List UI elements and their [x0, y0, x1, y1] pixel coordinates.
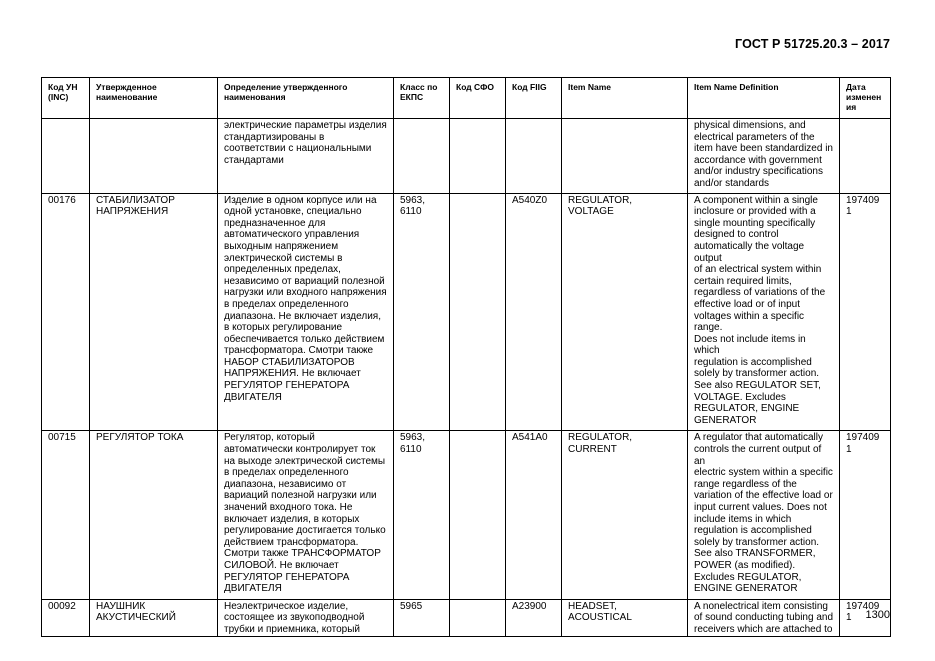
cell-item-definition: A nonelectrical item consisting of sound conducting tubing and receivers which are attached to	[688, 599, 840, 636]
header-ekps-class: Класс по ЕКПС	[394, 78, 450, 119]
table-row-continuation	[42, 119, 891, 194]
cell-fiig: A541A0	[506, 431, 562, 599]
page-number: 1300	[865, 609, 890, 621]
cell-date: 1974091	[840, 431, 891, 599]
header-change-date: Дата изменения	[840, 78, 891, 119]
cell-item-name: REGULATOR, VOLTAGE	[562, 193, 688, 431]
table-header-row	[42, 78, 891, 119]
cell-fiig	[506, 119, 562, 194]
table-row	[42, 431, 891, 599]
header-inc: Код УН (INC)	[42, 78, 90, 119]
cell-fiig: A23900	[506, 599, 562, 636]
cell-definition: электрические параметры изделия стандартизированы в соответствии с национальными стандартами	[218, 119, 394, 194]
table-row	[42, 599, 891, 636]
header-fiig-code: Код FIIG	[506, 78, 562, 119]
document-standard-header: ГОСТ Р 51725.20.3 – 2017	[735, 37, 890, 51]
cell-item-definition: physical dimensions, and electrical parameters of the item have been standardized in accordance with government and/or industry specifications and/or standards	[688, 119, 840, 194]
cell-inc: 00092	[42, 599, 90, 636]
cell-definition: Изделие в одном корпусе или на одной установке, специально предназначенное для автоматического управления выходным напряжением электрической системы в определенных пределах, независимо от вариаций полезной нагрузки или входного напряжения в пределах определенного диапазона. Не включает изделия, в которых регулирование обеспечивается только действием трансформатора. Смотри также НАБОР СТАБИЛИЗАТОРОВ НАПРЯЖЕНИЯ. Не включает РЕГУЛЯТОР ГЕНЕРАТОРА ДВИГАТЕЛЯ	[218, 193, 394, 431]
header-approved-name: Утвержденное наименование	[90, 78, 218, 119]
cell-item-name: REGULATOR, CURRENT	[562, 431, 688, 599]
cell-item-name: HEADSET, ACOUSTICAL	[562, 599, 688, 636]
cell-date: 1974091	[840, 599, 891, 636]
cell-inc	[42, 119, 90, 194]
cell-name: НАУШНИК АКУСТИЧЕСКИЙ	[90, 599, 218, 636]
cell-definition: Регулятор, который автоматически контролирует ток на выходе электрической системы в пределах определенного диапазона, независимо от вариаций полезной нагрузки или значений входного тока. Не включает изделия, в которых регулирование достигается только действием трансформатора. Смотри также ТРАНСФОРМАТОР СИЛОВОЙ. Не включает РЕГУЛЯТОР ГЕНЕРАТОРА ДВИГАТЕЛЯ	[218, 431, 394, 599]
cell-ekps: 5963, 6110	[394, 431, 450, 599]
item-name-registry-table	[41, 77, 891, 637]
cell-item-name	[562, 119, 688, 194]
cell-inc: 00176	[42, 193, 90, 431]
header-approved-definition: Определение утвержденного наименования	[218, 78, 394, 119]
cell-date: 1974091	[840, 193, 891, 431]
cell-definition: Неэлектрическое изделие, состоящее из звукоподводной трубки и приемника, который	[218, 599, 394, 636]
table-row	[42, 193, 891, 431]
cell-sfo	[450, 193, 506, 431]
cell-name: РЕГУЛЯТОР ТОКА	[90, 431, 218, 599]
cell-date	[840, 119, 891, 194]
cell-item-definition: A component within a single inclosure or provided with a single mounting specifically designed to control automatically the voltage output of an electrical system within certain required limits, regardless of variations of the effective load or of input voltages within a specific range. Does not include items in which regulation is accomplished solely by transformer action. See also REGULATOR SET, VOLTAGE. Excludes REGULATOR, ENGINE GENERATOR	[688, 193, 840, 431]
cell-fiig: A540Z0	[506, 193, 562, 431]
cell-name	[90, 119, 218, 194]
cell-sfo	[450, 119, 506, 194]
header-sfo-code: Код СФО	[450, 78, 506, 119]
cell-inc: 00715	[42, 431, 90, 599]
cell-ekps: 5963, 6110	[394, 193, 450, 431]
cell-item-definition: A regulator that automatically controls the current output of an electric system within a specific range regardless of the variation of the effective load or input current values. Does not include items in which regulation is accomplished solely by transformer action. See also TRANSFORMER, POWER (as modified). Excludes REGULATOR, ENGINE GENERATOR	[688, 431, 840, 599]
cell-sfo	[450, 431, 506, 599]
cell-name: СТАБИЛИЗАТОР НАПРЯЖЕНИЯ	[90, 193, 218, 431]
cell-ekps: 5965	[394, 599, 450, 636]
header-item-name: Item Name	[562, 78, 688, 119]
header-item-name-definition: Item Name Definition	[688, 78, 840, 119]
cell-ekps	[394, 119, 450, 194]
cell-sfo	[450, 599, 506, 636]
